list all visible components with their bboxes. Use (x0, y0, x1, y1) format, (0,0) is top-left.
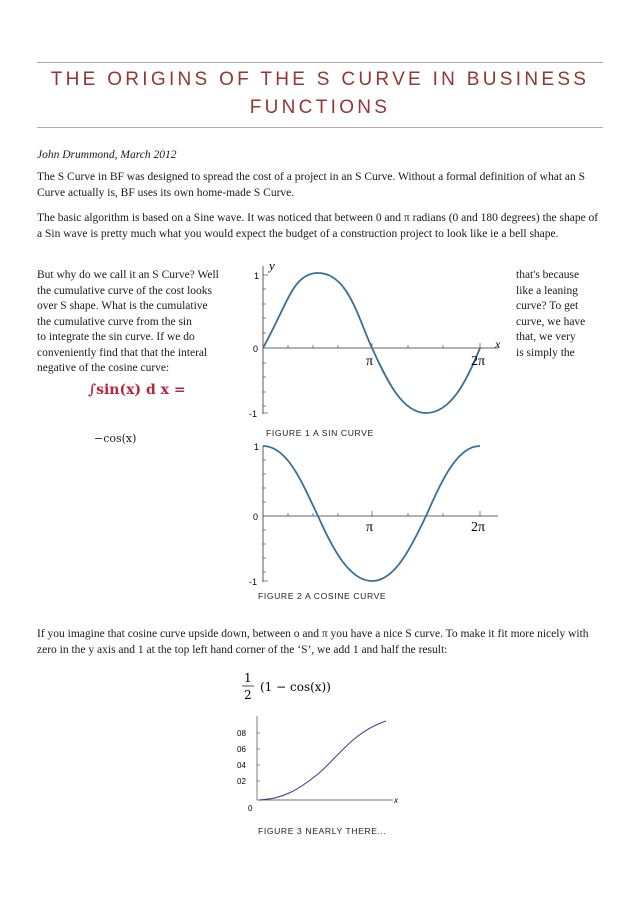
integral-result: −cos(x) (94, 432, 137, 445)
formula-denominator: 2 (244, 688, 252, 702)
right-line: curve, we have (516, 315, 586, 328)
tick-label-0: 0 (253, 512, 259, 522)
tick-label-neg1: -1 (249, 577, 258, 587)
ytick-0: 0 (248, 804, 253, 813)
right-line: that's because (516, 269, 580, 281)
tick-label-0: 0 (253, 344, 259, 354)
two-pi-label: 2π (471, 354, 486, 369)
sin-curve-figure (228, 258, 508, 420)
x-axis-label: x (394, 796, 398, 805)
tick-label-1: 1 (254, 442, 260, 452)
left-line: conveniently find that that the interal (37, 346, 208, 359)
ytick-08: 08 (237, 729, 246, 738)
figure-2-caption: FIGURE 2 A COSINE CURVE (258, 591, 387, 601)
left-line: over S shape. What is the cumulative (37, 300, 208, 312)
left-line: to integrate the sin curve. If we do (37, 331, 195, 343)
two-pi-label: 2π (471, 520, 486, 535)
formula-numerator: 1 (244, 671, 252, 685)
right-line: that, we very (516, 331, 576, 343)
figure-1-caption: FIGURE 1 A SIN CURVE (266, 428, 374, 438)
title-underline (37, 127, 603, 128)
right-line: is simply the (516, 346, 575, 359)
ytick-02: 02 (237, 777, 246, 786)
sin-curve-line (263, 273, 480, 413)
pi-label: π (366, 354, 374, 369)
integral-formula: ∫sin(x) d x = (88, 382, 186, 398)
cosine-curve-figure (228, 440, 508, 588)
formula-body: (1 − cos(x)) (260, 680, 331, 694)
y-axis-label: y (269, 258, 275, 273)
left-text-column (37, 268, 242, 377)
half-formula (240, 668, 380, 708)
paragraph-s-curve: If you imagine that cosine curve upside down, between o and π you have a nice S curve. To make it fit more nicely with zero in the y axis and 1 at the top left hand corner of the ‘S’, we add 1 and half the result: (37, 628, 589, 656)
cosine-curve-line (263, 446, 480, 581)
ytick-04: 04 (237, 761, 246, 770)
right-text-column (516, 268, 606, 361)
paragraph-intro: The S Curve in BF was designed to spread the cost of a project in an S Curve. Without a formal definition of what an S Curve actually is, BF uses its own home-made S Curve. (37, 171, 586, 199)
left-line: the cumulative curve of the cost looks (37, 284, 213, 297)
figure-3-caption: FIGURE 3 NEARLY THERE... (258, 826, 387, 836)
right-line: like a leaning (516, 284, 578, 297)
right-line: curve? To get (516, 300, 579, 312)
left-line: But why do we call it an S Curve? Well (37, 269, 219, 281)
ytick-06: 06 (237, 745, 246, 754)
s-curve-line (259, 721, 386, 800)
left-line: the cumulative curve from the sin (37, 315, 192, 328)
top-rule (37, 62, 603, 63)
author-line: John Drummond, March 2012 (37, 149, 177, 161)
paragraph-algorithm: The basic algorithm is based on a Sine wave. It was noticed that between 0 and π radians (0 and 180 degrees) the shape of a Sin wave is pretty much what you would expect the budget of a construction project to look like ie a bell shape. (37, 212, 599, 240)
page-title: THE ORIGINS OF THE S CURVE IN BUSINESS FUNCTIONS (50, 69, 590, 118)
pi-label: π (366, 520, 374, 535)
s-curve-figure (228, 712, 418, 818)
tick-label-1: 1 (254, 271, 260, 281)
x-axis-label: x (495, 337, 501, 351)
tick-label-neg1: -1 (249, 409, 258, 419)
left-line: negative of the cosine curve: (37, 362, 170, 374)
